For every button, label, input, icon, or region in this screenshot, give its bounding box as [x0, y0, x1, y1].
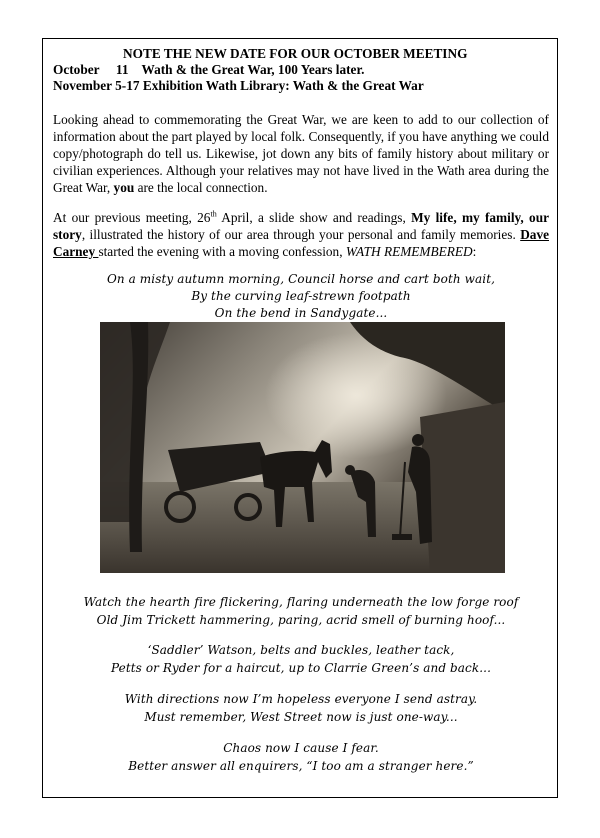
poem-line: With directions now I’m hopeless everyone I send astray. — [124, 692, 478, 706]
appeal-paragraph — [53, 111, 549, 196]
poem-line: Watch the hearth fire flickering, flaring underneath the low forge roof — [83, 595, 519, 609]
meeting-report-paragraph — [53, 209, 549, 260]
talk-title: My life, my family, our story — [53, 210, 549, 242]
poem-line: On the bend in Sandygate... — [214, 306, 388, 320]
poem-line: On a misty autumn morning, Council horse and cart both wait, — [106, 272, 496, 286]
poem-line: ‘Saddler’ Watson, belts and buckles, leather tack, — [147, 643, 455, 657]
report-sup: th — [210, 209, 217, 219]
poem-line: Chaos now I cause I fear. — [223, 741, 379, 755]
poem-line: By the curving leaf-strewn footpath — [191, 289, 411, 303]
poem-line: Must remember, West Street now is just one-way... — [144, 710, 458, 724]
newsletter-frame — [42, 38, 558, 798]
poem-line: Better answer all enquirers, “I too am a stranger here.” — [128, 759, 474, 773]
report-text-5: : — [472, 244, 477, 259]
poem-line: Petts or Ryder for a haircut, up to Clarrie Green’s and back... — [111, 661, 491, 675]
report-text-3: , illustrated the history of our area through your personal and family memories. — [81, 227, 521, 242]
appeal-emphasis: you — [113, 180, 135, 195]
horse-and-cart-photo — [100, 322, 505, 573]
appeal-text-a: Looking ahead to commemorating the Great War, we are keen to add to our collection of information about the part played by local folk. Consequently, if you have anything we could copy/photograph do tell us. Likewise, jot down any bits of family history about military or civilian experiences. Although your relatives may not have lived in the Wath area during the Great War, — [53, 112, 549, 195]
poem-title: WATH REMEMBERED — [345, 244, 473, 259]
appeal-text-b: are the local connection. — [134, 180, 268, 195]
meeting-notice: NOTE THE NEW DATE FOR OUR OCTOBER MEETING — [123, 46, 468, 61]
october-meeting-line: October 11 Wath & the Great War, 100 Years later. — [53, 62, 365, 77]
november-exhibition-line: November 5-17 Exhibition Wath Library: Wath & the Great War — [53, 78, 424, 93]
report-text-2: April, a slide show and readings, — [216, 210, 412, 225]
report-text-1: At our previous meeting, 26 — [53, 210, 211, 225]
poem-line: Old Jim Trickett hammering, paring, acrid smell of burning hoof... — [96, 613, 506, 627]
speaker-name: Dave Carney — [53, 227, 549, 259]
report-text-4: started the evening with a moving confession, — [98, 244, 346, 259]
